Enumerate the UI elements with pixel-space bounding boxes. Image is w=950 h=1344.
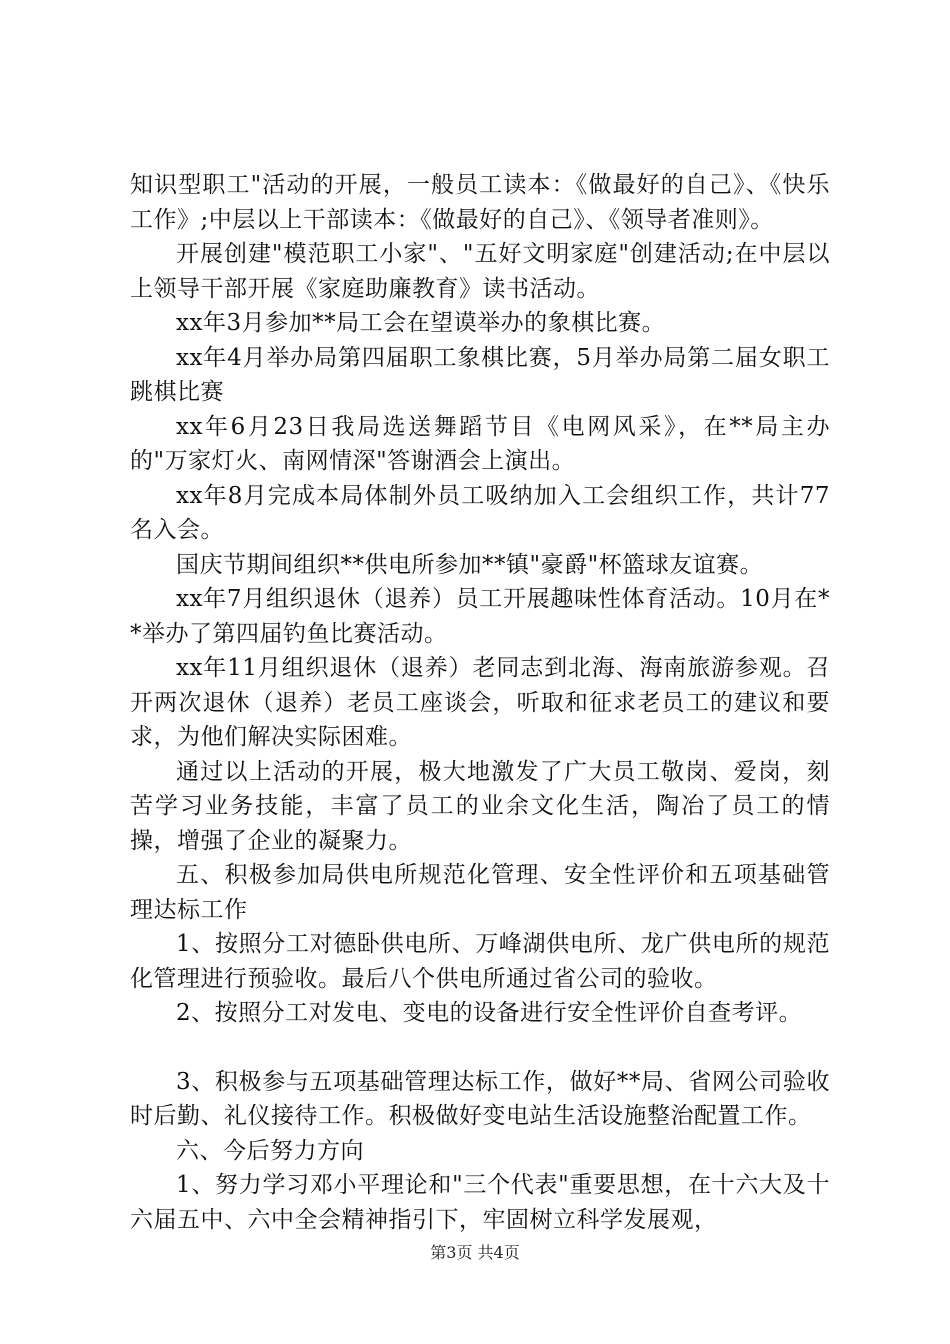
paragraph-basketball-match: 国庆节期间组织**供电所参加**镇"豪爵"杯篮球友谊赛。 — [176, 551, 764, 578]
paragraph-retiree-sports: xx年7月组织退休（退养）员工开展趣味性体育活动。10月在**举办了第四届钓鱼比赛活动。 — [130, 586, 830, 647]
paragraph-item-3: 3、积极参与五项基础管理达标工作，做好**局、省网公司验收时后勤、礼仪接待工作。积极做好变电站生活设施整治配置工作。 — [130, 1068, 830, 1129]
paragraph-retiree-travel: xx年11月组织退休（退养）老同志到北海、海南旅游参观。召开两次退休（退养）老员工座谈会，听取和征求老员工的建议和要求，为他们解决实际困难。 — [130, 655, 830, 750]
paragraph-union-membership: xx年8月完成本局体制外员工吸纳加入工会组织工作，共计77名入会。 — [130, 482, 830, 543]
page-number-footer: 第3页 共4页 — [430, 1243, 520, 1262]
paragraph-chess-match-april: xx年4月举办局第四届职工象棋比赛，5月举办局第二届女职工跳棋比赛 — [130, 344, 830, 405]
paragraph-future-item-1: 1、努力学习邓小平理论和"三个代表"重要思想，在十六大及十六届五中、六中全会精神指引下，牢固树立科学发展观， — [130, 1172, 830, 1233]
section-heading-five: 五、积极参加局供电所规范化管理、安全性评价和五项基础管理达标工作 — [130, 862, 830, 923]
paragraph-reading-books: 知识型职工"活动的开展，一般员工读本：《做最好的自己》、《快乐工作》;中层以上干部读本：《做最好的自己》、《领导者准则》。 — [130, 172, 830, 233]
paragraph-activity-summary: 通过以上活动的开展，极大地激发了广大员工敬岗、爱岗，刻苦学习业务技能，丰富了员工的业余文化生活，陶冶了员工的情操，增强了企业的凝聚力。 — [130, 758, 830, 854]
blank-line — [130, 1031, 830, 1065]
paragraph-item-1: 1、按照分工对德卧供电所、万峰湖供电所、龙广供电所的规范化管理进行预验收。最后八个供电所通过省公司的验收。 — [130, 931, 830, 992]
section-heading-six: 六、今后努力方向 — [176, 1137, 364, 1164]
paragraph-chess-match-march: xx年3月参加**局工会在望谟举办的象棋比赛。 — [176, 310, 666, 336]
paragraph-dance-performance: xx年6月23日我局选送舞蹈节目《电网风采》，在**局主办的"万家灯火、南网情深"答谢酒会上演出。 — [130, 413, 830, 474]
document-body — [130, 168, 830, 1237]
paragraph-item-2: 2、按照分工对发电、变电的设备进行安全性评价自查考评。 — [176, 1000, 803, 1026]
paragraph-family-activities: 开展创建"模范职工小家"、"五好文明家庭"创建活动;在中层以上领导干部开展《家庭助廉教育》读书活动。 — [130, 241, 830, 302]
